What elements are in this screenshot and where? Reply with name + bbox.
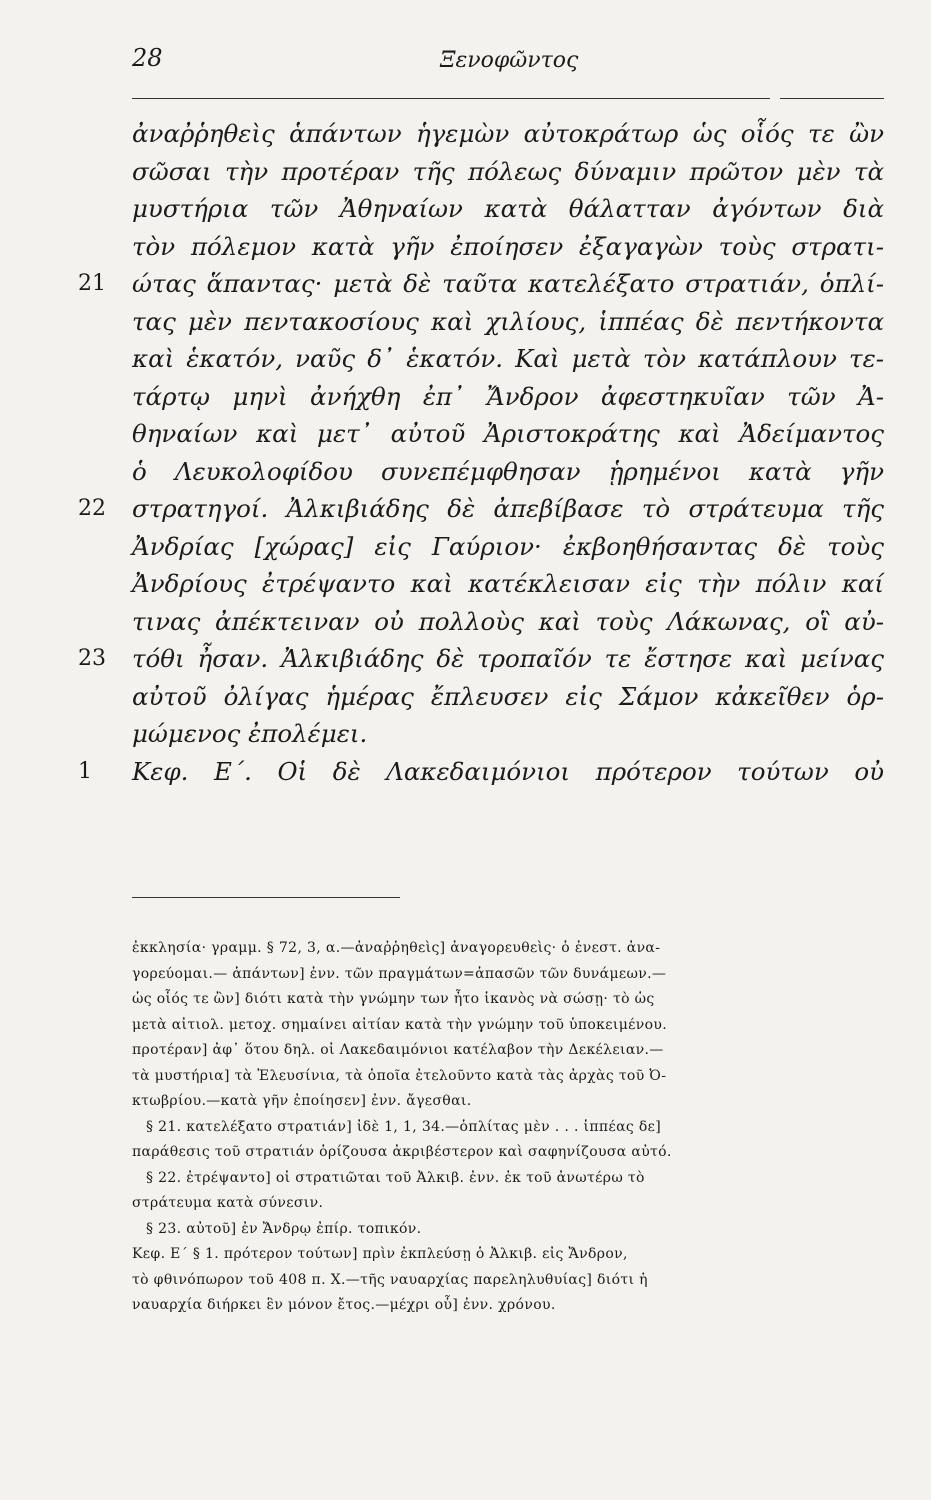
running-title: Ξενοφῶντος <box>440 48 579 73</box>
text-line: Ἀνδρίους ἐτρέψαντο καὶ κατέκλεισαν εἰς τὴν πόλιν καί <box>132 569 884 598</box>
text-line: Ἀνδρίας [χώρας] εἰς Γαύριον· ἐκβοηθήσαντας δὲ τοὺς <box>132 531 884 561</box>
header-rule-short <box>780 98 884 99</box>
text-line: στρατηγοί. Ἀλκιβιάδης δὲ ἀπεβίβασε τὸ στράτευμα τῆς <box>132 494 884 523</box>
footnote-line: γορεύομαι.— ἁπάντων] ἐνν. τῶν πραγμάτων=ἁπασῶν τῶν δυνάμεων.— <box>132 965 667 982</box>
footnote-line: κτωβρίου.—κατὰ γῆν ἐποίησεν] ἐνν. ἄγεσθαι. <box>132 1093 472 1109</box>
text-line: Κεφ. Ε΄. Οἱ δὲ Λακεδαιμόνιοι πρότερον τούτων οὐ <box>132 756 884 786</box>
footnote-line: § 23. αὐτοῦ] ἐν Ἄνδρῳ ἐπίρ. τοπικόν. <box>146 1220 422 1237</box>
text-line: ὁ Λευκολοφίδου συνεπέμφθησαν ᾑρημένοι κατὰ γῆν <box>132 456 884 486</box>
footnote-line: ἐκκλησία· γραμμ. § 72, 3, α.—ἀναῤῥηθεὶς] ἀναγορευθεὶς· ὁ ἐνεστ. ἀνα- <box>132 940 661 956</box>
text-line: καὶ ἑκατόν, ναῦς δ᾽ ἑκατόν. Καὶ μετὰ τὸν κατάπλουν τε- <box>132 344 884 373</box>
section-number: 1 <box>78 758 92 784</box>
footnote-line: στράτευμα κατὰ σύνεσιν. <box>132 1195 324 1211</box>
text-line: ἀναῤῥηθεὶς ἁπάντων ἡγεμὼν αὐτοκράτωρ ὡς οἷός τε ὢν <box>132 119 884 148</box>
text-line: μώμενος ἐπολέμει. <box>132 719 368 748</box>
footnote-line: μετὰ αἰτιολ. μετοχ. σημαίνει αἰτίαν κατὰ τὴν γνώμην τοῦ ὑποκειμένου. <box>132 1016 668 1033</box>
footnote-line: ναυαρχία διήρκει ἓν μόνον ἔτος.—μέχρι οὗ] ἐνν. χρόνου. <box>132 1297 556 1313</box>
footnote-line: τὰ μυστήρια] τὰ Ἐλευσίνια, τὰ ὁποῖα ἐτελοῦντο κατὰ τὰς ἀρχὰς τοῦ Ὀ- <box>132 1067 667 1084</box>
footnote-line: τὸ φθινόπωρον τοῦ 408 π. Χ.—τῆς ναυαρχίας παρεληλυθυίας] διότι ἡ <box>132 1271 648 1288</box>
text-line: ώτας ἅπαντας· μετὰ δὲ ταῦτα κατελέξατο στρατιάν, ὁπλί- <box>132 269 884 298</box>
text-line: τας μὲν πεντακοσίους καὶ χιλίους, ἱππέας δὲ πεντήκοντα <box>132 306 884 336</box>
footnote-line: Κεφ. Ε΄ § 1. πρότερον τούτων] πρὶν ἐκπλεύσῃ ὁ Ἀλκιβ. εἰς Ἄνδρον, <box>132 1246 628 1262</box>
header-rule <box>132 98 770 99</box>
text-line: τόθι ἦσαν. Ἀλκιβιάδης δὲ τροπαῖόν τε ἔστησε καὶ μείνας <box>132 644 884 673</box>
text-line: μυστήρια τῶν Ἀθηναίων κατὰ θάλατταν ἀγόντων διὰ <box>132 194 884 223</box>
footnote-line: ὡς οἷός τε ὢν] διότι κατὰ τὴν γνώμην των ἦτο ἱκανὸς νὰ σώσῃ· τὸ ὡς <box>132 991 655 1007</box>
footnote-line: παράθεσις τοῦ στρατιάν ὁρίζουσα ἀκριβέστερον καὶ σαφηνίζουσα αὐτό. <box>132 1144 672 1160</box>
footnote-line: § 21. κατελέξατο στρατιάν] ἰδὲ 1, 1, 34.—ὁπλίτας μὲν . . . ἱππέας δε] <box>146 1118 662 1135</box>
text-line: τάρτῳ μηνὶ ἀνήχθη ἐπ᾽ Ἄνδρον ἀφεστηκυῖαν τῶν Ἀ- <box>132 381 884 411</box>
text-line: θηναίων καὶ μετ᾽ αὐτοῦ Ἀριστοκράτης καὶ Ἀδείμαντος <box>132 419 884 448</box>
page-number: 28 <box>132 44 163 72</box>
section-number: 23 <box>78 646 106 671</box>
text-line: τινας ἀπέκτειναν οὐ πολλοὺς καὶ τοὺς Λάκωνας, οἳ αὐ- <box>132 606 884 636</box>
section-number: 22 <box>78 496 106 521</box>
section-number: 21 <box>78 271 106 296</box>
footnote-line: § 22. ἐτρέψαντο] οἱ στρατιῶται τοῦ Ἀλκιβ. ἐνν. ἐκ τοῦ ἀνωτέρω τὸ <box>146 1169 645 1186</box>
footnote-separator <box>132 897 400 898</box>
text-line: σῶσαι τὴν προτέραν τῆς πόλεως δύναμιν πρῶτον μὲν τὰ <box>132 156 884 186</box>
text-line: αὐτοῦ ὀλίγας ἡμέρας ἔπλευσεν εἰς Σάμον κἀκεῖθεν ὁρ- <box>132 681 884 711</box>
text-line: τὸν πόλεμον κατὰ γῆν ἐποίησεν ἐξαγαγὼν τοὺς στρατι- <box>132 231 884 261</box>
footnote-line: προτέραν] ἀφ᾽ ὅτου δηλ. οἱ Λακεδαιμόνιοι κατέλαβον τὴν Δεκέλειαν.— <box>132 1042 664 1058</box>
